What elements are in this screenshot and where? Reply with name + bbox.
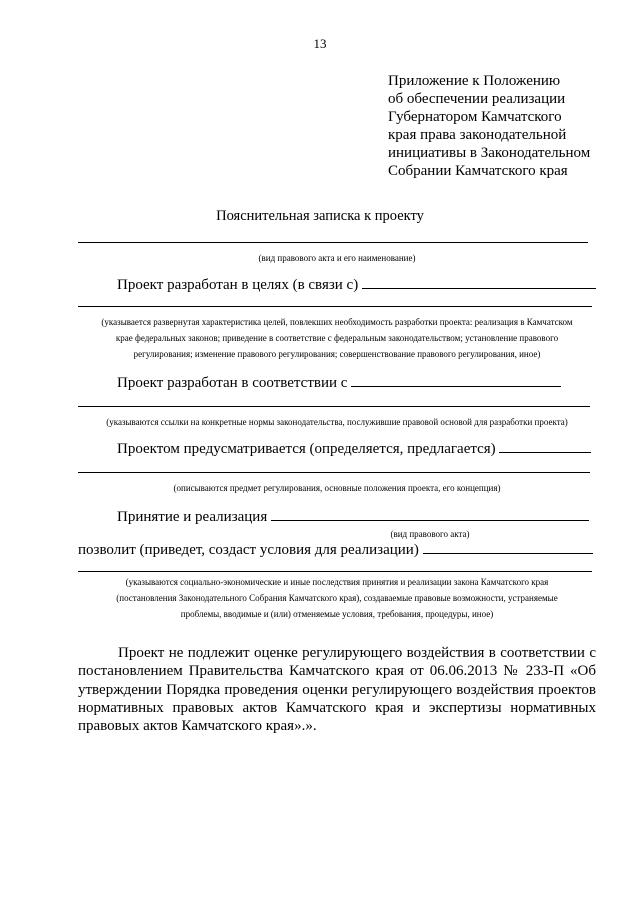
adoption-field — [117, 508, 589, 526]
legal-basis-line — [78, 406, 590, 407]
consequences-blank — [423, 552, 593, 554]
purpose-blank — [362, 287, 596, 289]
appendix-line: Собрании Камчатского края — [388, 163, 568, 179]
act-name-line — [78, 242, 588, 243]
provisions-field — [117, 440, 591, 458]
legal-basis-label: Проект разработан в соответствии с — [117, 375, 348, 391]
act-type-caption: (вид правового акта) — [390, 529, 470, 539]
provisions-label: Проектом предусматривается (определяется, предлагается) — [117, 441, 496, 457]
appendix-header — [388, 72, 628, 180]
purpose-line — [78, 306, 592, 307]
document-title: Пояснительная записка к проекту — [216, 208, 424, 224]
caption-line: (указываются социально-экономические и иные последствия принятия и реализации закона Камчатского края — [125, 577, 549, 587]
purpose-field — [117, 276, 596, 294]
provisions-caption: (описываются предмет регулирования, основные положения проекта, его концепция) — [173, 483, 501, 493]
page-number: 13 — [313, 36, 327, 51]
appendix-line: Губернатором Камчатского — [388, 109, 562, 125]
appendix-line: Приложение к Положению — [388, 73, 561, 89]
legal-basis-field — [117, 374, 561, 392]
consequences-label: позволит (приведет, создаст условия для реализации) — [78, 542, 419, 558]
consequences-line — [78, 571, 592, 572]
appendix-line: края права законодательной — [388, 127, 567, 143]
provisions-line — [78, 472, 590, 473]
legal-basis-blank — [351, 385, 561, 387]
adoption-label: Принятие и реализация — [117, 509, 268, 525]
caption-line: проблемы, вводимые и (или) отменяемые условия, требования, процедуры, иное) — [180, 609, 494, 619]
consequences-field — [78, 541, 593, 559]
legal-basis-caption: (указываются ссылки на конкретные нормы законодательства, послужившие правовой основой для разработки проекта) — [106, 417, 568, 427]
appendix-line: инициативы в Законодательном — [388, 145, 591, 161]
act-name-caption: (вид правового акта и его наименование) — [258, 253, 416, 263]
caption-line: крае федеральных законов; приведение в соответствие с федеральным законодательством; установление правового — [115, 333, 559, 343]
closing-paragraph: Проект не подлежит оценке регулирующего воздействия в соответствии с постановлением Правительства Камчатского края от 06.06.2013 № 233-П «Об утверждении Порядка проведения оценки регулирующего воздействия проектов нормативных правовых актов Камчатского края и экспертизы нормативных правовых актов Камчатского края».». — [78, 645, 596, 735]
purpose-label: Проект разработан в целях (в связи с) — [117, 277, 359, 293]
adoption-blank — [271, 519, 589, 521]
caption-line: (указывается развернутая характеристика целей, повлекших необходимость разработки проекта: реализация в Камчатском — [101, 317, 573, 327]
consequences-caption — [78, 574, 596, 622]
caption-line: регулирования; изменение правового регулирования; совершенствование правового регулирования, иное) — [133, 349, 541, 359]
provisions-blank — [499, 451, 591, 453]
appendix-line: об обеспечении реализации — [388, 91, 566, 107]
purpose-caption — [78, 314, 596, 362]
caption-line: (постановления Законодательного Собрания Камчатского края), создаваемые правовые возможности, устраняемые — [116, 593, 558, 603]
